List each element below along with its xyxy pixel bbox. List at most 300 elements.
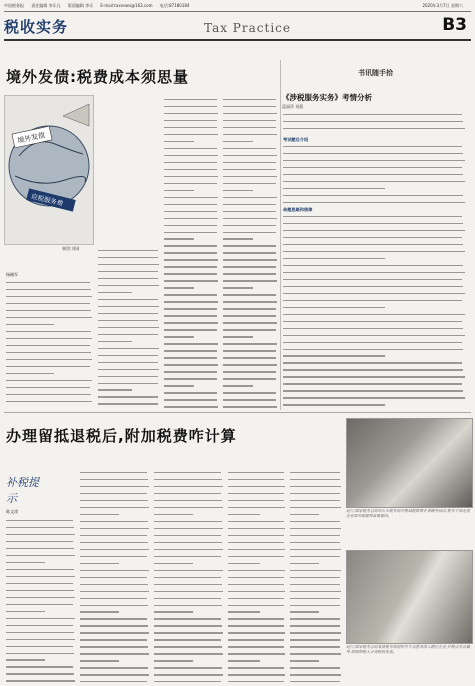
text-line — [283, 160, 469, 165]
text-line — [6, 666, 76, 671]
text-line — [283, 279, 469, 284]
text-line — [228, 472, 286, 477]
text-line — [164, 350, 219, 355]
masthead-item: 责任编辑 李乐凡 — [31, 3, 61, 8]
text-line — [98, 348, 160, 353]
text-line — [223, 190, 278, 195]
text-line — [290, 625, 342, 630]
text-line — [80, 639, 150, 644]
text-line — [6, 590, 76, 595]
text-line — [6, 345, 94, 350]
masthead-item: 版面编辑 李乐 — [67, 3, 94, 8]
text-line — [283, 251, 469, 256]
text-line — [80, 674, 150, 679]
image-label: 境外发债 — [16, 131, 46, 146]
text-line — [223, 399, 278, 404]
text-line — [6, 338, 94, 343]
text-line — [164, 364, 219, 369]
text-line — [223, 301, 278, 306]
text-line — [228, 507, 286, 512]
text-line — [98, 313, 160, 318]
text-line — [223, 350, 278, 355]
text-line — [228, 667, 286, 672]
text-line — [290, 653, 342, 658]
text-line — [164, 155, 219, 160]
article2-column-2 — [80, 470, 150, 682]
text-line — [223, 211, 278, 216]
text-line — [228, 535, 286, 540]
text-line — [283, 362, 469, 367]
text-line — [154, 605, 224, 610]
text-line — [290, 674, 342, 679]
text-line — [154, 660, 224, 665]
text-line — [223, 392, 278, 397]
text-line — [6, 562, 76, 567]
text-line — [6, 618, 76, 623]
right-column-body-2 — [283, 214, 469, 408]
text-line — [154, 653, 224, 658]
column-logo — [6, 470, 44, 505]
text-line — [283, 404, 469, 408]
text-line — [164, 148, 219, 153]
text-line — [154, 611, 224, 616]
text-line — [98, 292, 160, 297]
text-line — [223, 280, 278, 285]
text-line — [164, 252, 219, 257]
text-line — [6, 673, 76, 678]
text-line — [164, 141, 219, 146]
text-line — [223, 162, 278, 167]
text-line — [223, 308, 278, 313]
text-line — [283, 342, 469, 347]
text-line — [223, 406, 278, 408]
text-line — [290, 556, 342, 561]
text-line — [283, 230, 469, 235]
text-line — [80, 570, 150, 575]
text-line — [154, 514, 224, 519]
text-line — [6, 527, 76, 532]
text-line — [164, 113, 219, 118]
column-divider — [280, 60, 281, 410]
text-line — [283, 121, 469, 126]
text-line — [283, 114, 469, 119]
text-line — [6, 373, 94, 378]
text-line — [290, 472, 342, 477]
text-line — [98, 376, 160, 381]
text-line — [228, 584, 286, 589]
text-line — [290, 681, 342, 682]
text-line — [164, 106, 219, 111]
text-line — [228, 646, 286, 651]
text-line — [154, 542, 224, 547]
text-line — [154, 618, 224, 623]
text-line — [154, 584, 224, 589]
right-column-author: 蓝丽萍 刘燕 — [282, 104, 304, 109]
text-line — [98, 278, 160, 283]
article2-column-4 — [228, 470, 286, 682]
article2-column-5 — [290, 470, 342, 682]
text-line — [80, 598, 150, 603]
text-line — [6, 359, 94, 364]
text-line — [228, 611, 286, 616]
text-line — [6, 659, 76, 664]
photo-caption-top: 近日,国家税务总局乐山市税务局开展减税降费专项辅导活动,税务干部走进企业面对面解答政策疑问。 — [346, 508, 470, 518]
text-line — [290, 605, 342, 610]
text-line — [6, 646, 76, 651]
text-line — [80, 542, 150, 547]
text-line — [283, 188, 469, 193]
text-line — [80, 577, 150, 582]
text-line — [6, 597, 76, 602]
text-line — [164, 336, 219, 341]
text-line — [283, 272, 469, 277]
article2-column-3 — [154, 470, 224, 682]
text-line — [164, 204, 219, 209]
text-line — [283, 321, 469, 326]
text-line — [98, 285, 160, 290]
text-line — [164, 308, 219, 313]
text-line — [283, 216, 469, 221]
text-line — [290, 563, 342, 568]
text-line — [223, 176, 278, 181]
text-line — [164, 127, 219, 132]
text-line — [80, 611, 150, 616]
text-line — [154, 591, 224, 596]
section-english: Tax Practice — [204, 21, 291, 35]
text-line — [6, 611, 76, 616]
text-line — [164, 392, 219, 397]
text-line — [98, 327, 160, 332]
text-line — [154, 479, 224, 484]
text-line — [164, 273, 219, 278]
text-line — [223, 120, 278, 125]
text-line — [80, 653, 150, 658]
text-line — [283, 355, 469, 360]
text-line — [6, 583, 76, 588]
text-line — [223, 266, 278, 271]
text-line — [228, 570, 286, 575]
text-line — [283, 383, 469, 388]
right-column-title: 《涉税服务实务》考情分析 — [282, 93, 372, 102]
text-line — [223, 245, 278, 250]
text-line — [164, 176, 219, 181]
text-line — [223, 336, 278, 341]
text-line — [164, 266, 219, 271]
text-line — [80, 486, 150, 491]
text-line — [223, 134, 278, 139]
text-line — [154, 632, 224, 637]
text-line — [228, 556, 286, 561]
masthead-item: E-mail:taxnews@163.com — [100, 3, 153, 8]
text-line — [223, 287, 278, 292]
text-line — [154, 646, 224, 651]
text-line — [154, 639, 224, 644]
text-line — [154, 556, 224, 561]
text-line — [98, 389, 160, 394]
text-line — [223, 127, 278, 132]
text-line — [80, 528, 150, 533]
text-line — [6, 394, 94, 399]
text-line — [154, 493, 224, 498]
text-line — [6, 387, 94, 392]
text-line — [80, 625, 150, 630]
text-line — [228, 500, 286, 505]
text-line — [164, 315, 219, 320]
text-line — [164, 399, 219, 404]
text-line — [223, 252, 278, 257]
text-line — [98, 320, 160, 325]
text-line — [6, 317, 94, 322]
text-line — [164, 134, 219, 139]
text-line — [164, 120, 219, 125]
text-line — [228, 660, 286, 665]
text-line — [6, 352, 94, 357]
paper-name: 中国税务报 — [4, 3, 24, 8]
text-line — [283, 181, 469, 186]
text-line — [164, 357, 219, 362]
article1-column-3 — [164, 97, 219, 408]
text-line — [164, 280, 219, 285]
text-line — [290, 577, 342, 582]
text-line — [283, 195, 469, 200]
text-line — [164, 406, 219, 408]
article1-column-1 — [6, 280, 94, 408]
masthead — [4, 2, 471, 12]
text-line — [283, 146, 469, 151]
text-line — [164, 371, 219, 376]
text-line — [6, 555, 76, 560]
text-line — [80, 479, 150, 484]
text-line — [98, 250, 160, 255]
text-line — [164, 245, 219, 250]
text-line — [223, 357, 278, 362]
text-line — [164, 294, 219, 299]
article1-headline: 境外发债:税费成本须思量 — [6, 68, 189, 86]
text-line — [6, 303, 94, 308]
text-line — [223, 99, 278, 104]
text-line — [6, 548, 76, 553]
text-line — [283, 390, 469, 395]
text-line — [228, 563, 286, 568]
text-line — [290, 479, 342, 484]
text-line — [154, 667, 224, 672]
text-line — [154, 598, 224, 603]
text-line — [80, 632, 150, 637]
text-line — [228, 542, 286, 547]
text-line — [6, 520, 76, 525]
text-line — [154, 549, 224, 554]
text-line — [80, 521, 150, 526]
text-line — [80, 493, 150, 498]
text-line — [283, 153, 469, 158]
text-line — [98, 396, 160, 401]
text-line — [80, 660, 150, 665]
text-line — [283, 128, 469, 133]
text-line — [290, 584, 342, 589]
text-line — [290, 667, 342, 672]
text-line — [223, 106, 278, 111]
text-line — [98, 341, 160, 346]
text-line — [223, 273, 278, 278]
text-line — [290, 618, 342, 623]
issue-date: 2020年3月7日 星期六 — [422, 3, 463, 8]
news-photo-top — [346, 418, 473, 508]
text-line — [6, 401, 94, 406]
text-line — [80, 549, 150, 554]
text-line — [6, 541, 76, 546]
text-line — [164, 385, 219, 390]
text-line — [228, 493, 286, 498]
text-line — [228, 479, 286, 484]
text-line — [164, 162, 219, 167]
page-number: B3 — [442, 15, 467, 35]
text-line — [164, 197, 219, 202]
text-line — [290, 493, 342, 498]
text-line — [154, 674, 224, 679]
text-line — [6, 569, 76, 574]
text-line — [6, 310, 94, 315]
text-line — [290, 660, 342, 665]
text-line — [228, 528, 286, 533]
text-line — [98, 306, 160, 311]
text-line — [283, 237, 469, 242]
right-column-intro — [283, 112, 469, 134]
text-line — [98, 257, 160, 262]
text-line — [223, 148, 278, 153]
text-line — [283, 293, 469, 298]
text-line — [283, 397, 469, 402]
text-line — [164, 190, 219, 195]
text-line — [154, 500, 224, 505]
text-line — [283, 167, 469, 172]
text-line — [283, 300, 469, 305]
text-line — [283, 314, 469, 319]
text-line — [223, 204, 278, 209]
text-line — [290, 486, 342, 491]
text-line — [290, 646, 342, 651]
text-line — [283, 376, 469, 381]
text-line — [154, 472, 224, 477]
text-line — [283, 258, 469, 263]
text-line — [164, 238, 219, 243]
text-line — [6, 380, 94, 385]
right-column-subhead: 命题思路和规律 — [283, 207, 313, 212]
text-line — [80, 605, 150, 610]
text-line — [6, 680, 76, 682]
text-line — [223, 113, 278, 118]
text-line — [98, 264, 160, 269]
text-line — [80, 556, 150, 561]
article2-column-1 — [6, 518, 76, 682]
text-line — [223, 232, 278, 237]
text-line — [228, 514, 286, 519]
column-name: 补税提示 — [6, 476, 39, 505]
text-line — [154, 535, 224, 540]
text-line — [98, 403, 160, 408]
text-line — [290, 542, 342, 547]
text-line — [80, 591, 150, 596]
text-line — [80, 472, 150, 477]
text-line — [290, 535, 342, 540]
text-line — [228, 605, 286, 610]
text-line — [164, 211, 219, 216]
right-column-subhead: 考试题目介绍 — [283, 137, 309, 142]
text-line — [154, 563, 224, 568]
text-line — [80, 563, 150, 568]
horizontal-divider — [4, 412, 471, 413]
text-line — [223, 343, 278, 348]
text-line — [6, 534, 76, 539]
text-line — [283, 369, 469, 374]
illustration-credit: 制图:刘刚 — [62, 246, 80, 251]
text-line — [6, 604, 76, 609]
text-line — [290, 521, 342, 526]
text-line — [80, 681, 150, 682]
text-line — [164, 218, 219, 223]
text-line — [223, 169, 278, 174]
text-line — [290, 591, 342, 596]
text-line — [80, 514, 150, 519]
text-line — [228, 521, 286, 526]
text-line — [80, 667, 150, 672]
text-line — [6, 576, 76, 581]
text-line — [164, 183, 219, 188]
text-line — [6, 632, 76, 637]
text-line — [80, 500, 150, 505]
text-line — [283, 202, 469, 204]
text-line — [228, 577, 286, 582]
text-line — [6, 366, 94, 371]
text-line — [154, 681, 224, 682]
text-line — [98, 362, 160, 367]
text-line — [223, 378, 278, 383]
text-line — [283, 335, 469, 340]
text-line — [223, 238, 278, 243]
article1-illustration — [4, 95, 94, 245]
article1-column-2 — [98, 248, 160, 408]
text-line — [164, 378, 219, 383]
text-line — [228, 681, 286, 682]
text-line — [6, 282, 94, 287]
news-photo-bottom — [346, 550, 473, 644]
article1-author: 杨楠军 — [6, 272, 18, 277]
text-line — [283, 174, 469, 179]
text-line — [98, 383, 160, 388]
text-line — [283, 286, 469, 291]
text-line — [98, 355, 160, 360]
text-line — [6, 324, 94, 329]
text-line — [290, 598, 342, 603]
text-line — [283, 244, 469, 249]
text-line — [164, 343, 219, 348]
text-line — [80, 618, 150, 623]
text-line — [154, 625, 224, 630]
text-line — [98, 369, 160, 374]
text-line — [228, 549, 286, 554]
text-line — [80, 584, 150, 589]
text-line — [223, 155, 278, 160]
article2-author: 陈文涛 — [6, 509, 18, 514]
text-line — [290, 632, 342, 637]
text-line — [164, 225, 219, 230]
text-line — [154, 486, 224, 491]
text-line — [223, 259, 278, 264]
text-line — [154, 521, 224, 526]
text-line — [164, 301, 219, 306]
text-line — [223, 315, 278, 320]
text-line — [228, 625, 286, 630]
masthead-item: 电话:87180184 — [159, 3, 190, 8]
